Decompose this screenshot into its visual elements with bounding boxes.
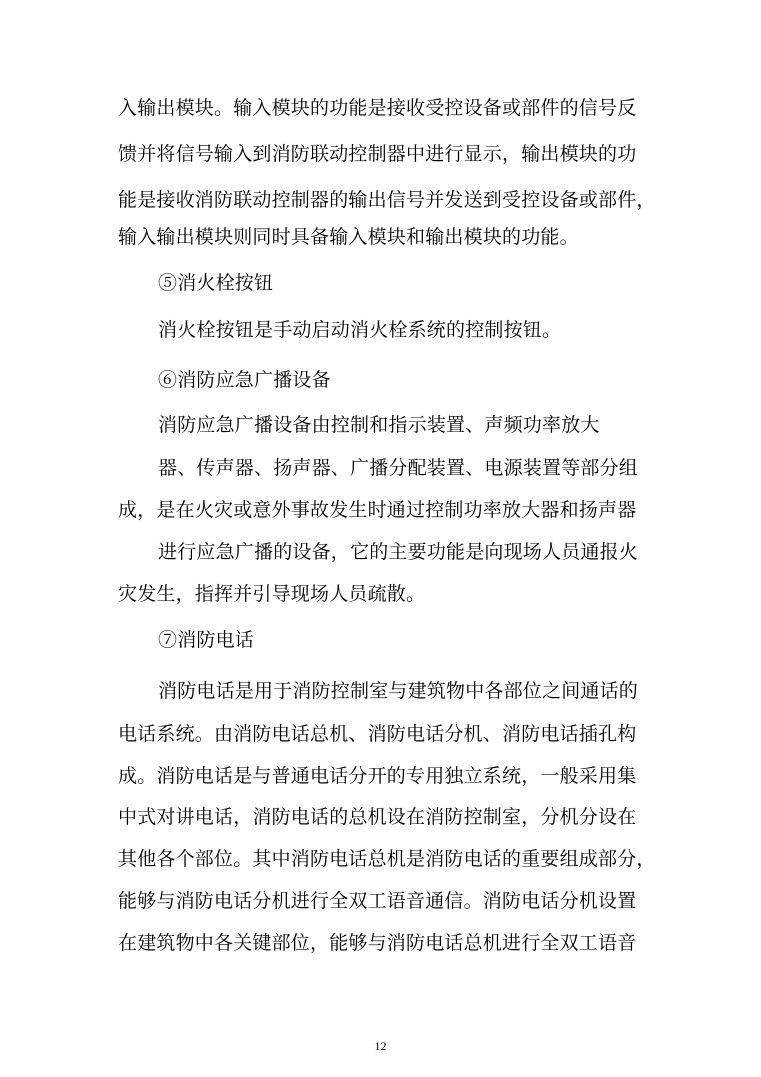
paragraph-line: 消防应急广播设备由控制和指示装置、声频功率放大 bbox=[158, 414, 600, 436]
section-heading: ⑤消火栓按钮 bbox=[158, 272, 274, 294]
paragraph-line: 在建筑物中各关键部位，能够与消防电话总机进行全双工语音 bbox=[118, 932, 637, 954]
paragraph-line: 输入输出模块则同时具备输入模块和输出模块的功能。 bbox=[118, 226, 579, 248]
section-heading: ⑥消防应急广播设备 bbox=[158, 369, 331, 391]
paragraph-line: 馈并将信号输入到消防联动控制器中进行显示，输出模块的功 bbox=[118, 143, 637, 165]
paragraph-line: 入输出模块。输入模块的功能是接收受控设备或部件的信号反 bbox=[118, 97, 637, 119]
page-number: 12 bbox=[374, 1039, 387, 1053]
paragraph-line: 电话系统。由消防电话总机、消防电话分机、消防电话插孔构 bbox=[118, 723, 637, 745]
paragraph-line: 能是接收消防联动控制器的输出信号并发送到受控设备或部件， bbox=[118, 189, 656, 211]
paragraph-line: 进行应急广播的设备，它的主要功能是向现场人员通报火 bbox=[158, 541, 639, 563]
paragraph-line: 其他各个部位。其中消防电话总机是消防电话的重要组成部分， bbox=[118, 848, 656, 870]
paragraph-line: 中式对讲电话，消防电话的总机设在消防控制室，分机分设在 bbox=[118, 806, 637, 828]
paragraph-line: 消火栓按钮是手动启动消火栓系统的控制按钮。 bbox=[158, 319, 562, 341]
section-heading: ⑦消防电话 bbox=[158, 629, 255, 651]
paragraph-line: 成，是在火灾或意外事故发生时通过控制功率放大器和扬声器 bbox=[118, 499, 637, 521]
paragraph-line: 成。消防电话是与普通电话分开的专用独立系统，一般采用集 bbox=[118, 765, 637, 787]
paragraph-line: 能够与消防电话分机进行全双工语音通信。消防电话分机设置 bbox=[118, 890, 637, 912]
paragraph-line: 器、传声器、扬声器、广播分配装置、电源装置等部分组 bbox=[158, 457, 639, 479]
paragraph-line: 灾发生，指挥并引导现场人员疏散。 bbox=[118, 583, 426, 605]
paragraph-line: 消防电话是用于消防控制室与建筑物中各部位之间通话的 bbox=[158, 680, 639, 702]
